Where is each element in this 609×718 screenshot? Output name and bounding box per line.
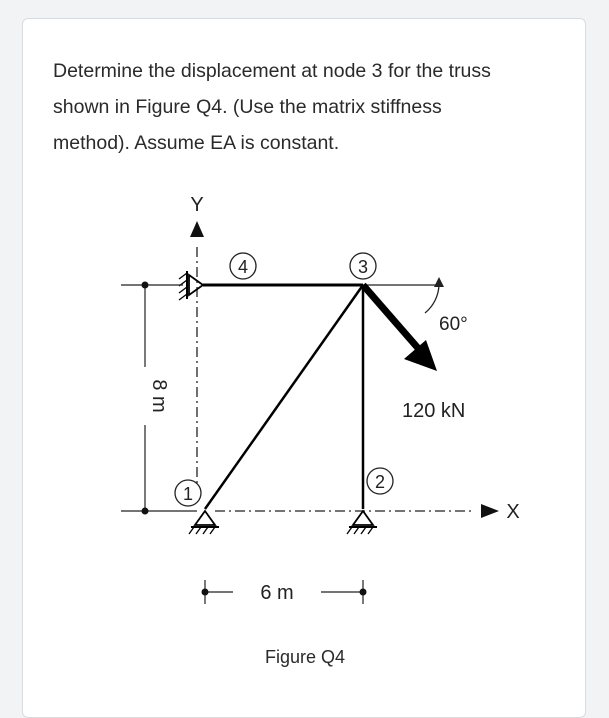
question-line-3: method). Assume EA is constant. [53,132,340,154]
load-arrow-head [404,340,437,371]
question-line-2: shown in Figure Q4. (Use the matrix stiffness [53,96,442,118]
question-line-1: Determine the displacement at node 3 for the truss [53,60,491,82]
angle-arc-arrow [434,277,444,287]
svg-text:3: 3 [357,257,369,277]
question-card [22,18,586,718]
load-arrow-shaft [363,285,424,355]
pin-support-node-1 [189,511,219,534]
node-label-3 [350,253,376,279]
svg-text:1: 1 [182,484,194,504]
y-axis-arrow [190,221,204,237]
member-1-3 [205,285,363,509]
angle-arc [425,285,439,313]
angle-label: 60° [439,314,468,335]
figure-caption: Figure Q4 [264,647,346,667]
height-label: 8 m [148,379,170,413]
x-axis-label: X [506,501,520,523]
width-label: 6 m [260,582,294,604]
load-label: 120 kN [402,400,466,422]
y-axis-label: Y [190,194,204,216]
node-label-2 [367,468,393,494]
truss-figure [93,167,521,637]
pin-support-node-2 [347,511,377,534]
node-label-4 [230,253,256,279]
node-label-1 [175,480,201,506]
svg-text:4: 4 [237,257,249,277]
truss-diagram [93,167,521,637]
svg-text:2: 2 [374,472,386,492]
x-axis-arrow [481,504,499,518]
question-text [53,53,563,161]
